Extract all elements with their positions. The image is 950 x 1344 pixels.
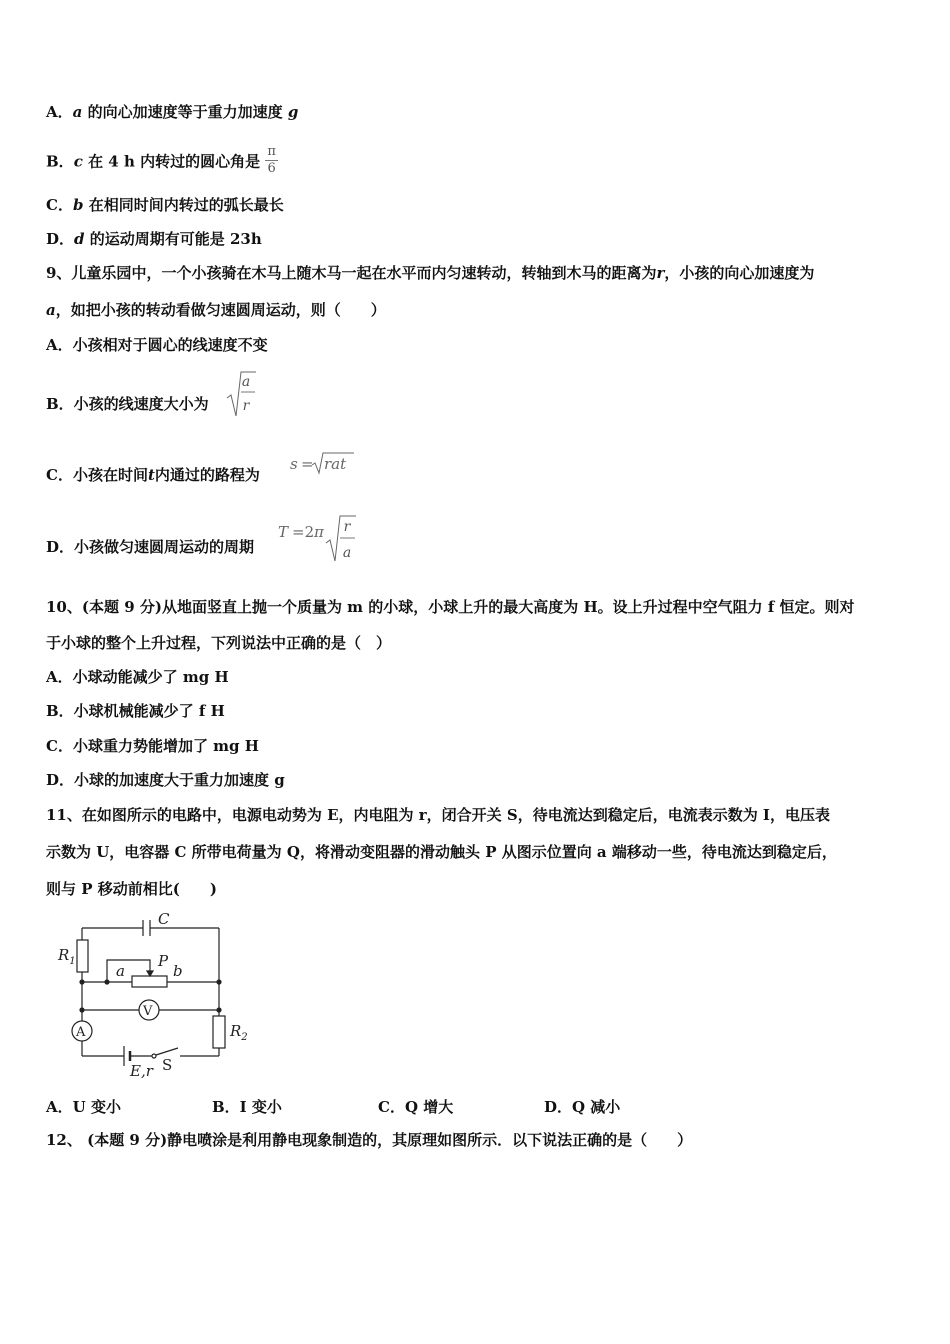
rheostat xyxy=(132,976,167,987)
circuit-diagram xyxy=(50,908,250,1078)
q9-option-b[interactable]: B．小孩的线速度大小为 a r xyxy=(46,394,209,414)
svg-text:a: a xyxy=(342,545,352,561)
q9-option-a[interactable]: A．小孩相对于圆心的线速度不变 xyxy=(46,336,268,354)
q10-option-d[interactable]: D．小球的加速度大于重力加速度 g xyxy=(46,771,285,789)
q9-option-c[interactable]: C．小孩在时间t内通过的路程为 s = rat xyxy=(46,465,260,485)
svg-text:A: A xyxy=(76,1025,86,1040)
q10-option-c[interactable]: C．小球重力势能增加了 mg H xyxy=(46,737,259,755)
q11-options xyxy=(46,1096,620,1117)
q11-stem-line2: 示数为 U，电容器 C 所带电荷量为 Q，将滑动变阻器的滑动触头 P 从图示位置向 a 端移动一些，待电流达到稳定后， xyxy=(46,843,837,861)
q8-option-d[interactable]: D．d 的运动周期有可能是 23h xyxy=(46,230,262,248)
pi-over-6-fraction: $\frac{\pi}{6}$ xyxy=(267,144,276,176)
svg-text:r: r xyxy=(242,398,250,414)
svg-text:S: S xyxy=(162,1056,173,1074)
svg-text:rat: rat xyxy=(324,455,347,473)
svg-text:E,r: E,r xyxy=(130,1062,153,1078)
q9-option-d[interactable]: D．小孩做匀速圆周运动的周期 T =2 π r a xyxy=(46,537,254,557)
svg-text:b: b xyxy=(173,962,183,980)
svg-text:T: T xyxy=(278,523,289,541)
period-formula xyxy=(276,513,366,565)
q9-stem-line1: 9、儿童乐园中，一个小孩骑在木马上随木马一起在水平而内匀速转动，转轴到木马的距离为r，小孩的向心加速度为 xyxy=(46,264,815,282)
q11-option-b[interactable]: B．I 变小 xyxy=(212,1098,282,1116)
svg-text:a: a xyxy=(116,962,125,980)
sqrt-a-over-r-formula xyxy=(226,368,258,420)
q9-stem-line2: a，如把小孩的转动看做匀速圆周运动，则（ ） xyxy=(46,301,386,319)
svg-text:π: π xyxy=(314,523,324,541)
q8-option-a[interactable]: A．a 的向心加速度等于重力加速度 g xyxy=(46,103,299,121)
resistor-r1 xyxy=(77,940,88,972)
svg-text:R2: $R_2$ xyxy=(230,1022,248,1043)
q10-option-a[interactable]: A．小球动能减少了 mg H xyxy=(46,668,229,686)
q8-option-c[interactable]: C．b 在相同时间内转过的弧长最长 xyxy=(46,196,284,214)
resistor-r2 xyxy=(213,1016,225,1048)
q11-stem-line1: 11、在如图所示的电路中，电源电动势为 E，内电阻为 r，闭合开关 S，待电流达到稳定后，电流表示数为 I，电压表 xyxy=(46,806,830,824)
svg-text:V: V xyxy=(143,1004,153,1019)
capacitor-label: C xyxy=(158,910,170,928)
svg-text:r: r xyxy=(343,519,351,535)
q11-option-d[interactable]: D．Q 减小 xyxy=(544,1098,621,1116)
q10-stem-line1: 10、(本题 9 分)从地面竖直上抛一个质量为 m 的小球，小球上升的最大高度为 H。设上升过程中空气阻力 f 恒定。则对 xyxy=(46,598,855,616)
svg-text:a: a xyxy=(241,374,251,390)
svg-text:P: P xyxy=(158,952,169,970)
svg-text:=2: =2 xyxy=(292,523,315,541)
svg-text:s: s xyxy=(290,455,298,473)
q11-option-c[interactable]: C．Q 增大 xyxy=(378,1098,454,1116)
s-equals-sqrt-rat-formula xyxy=(288,451,358,481)
q8-option-b[interactable]: B．c 在 4 h 内转过的圆心角是 $\frac{\pi}{6}$ xyxy=(46,144,276,176)
q12-stem-line1: 12、 (本题 9 分)静电喷涂是利用静电现象制造的，其原理如图所示．以下说法正确的是（ ） xyxy=(46,1131,693,1149)
q10-stem-line2: 于小球的整个上升过程，下列说法中正确的是（ ） xyxy=(46,634,392,652)
q10-option-b[interactable]: B．小球机械能减少了 f H xyxy=(46,702,225,720)
svg-text:=: = xyxy=(301,455,314,473)
q11-stem-line3: 则与 P 移动前相比( ) xyxy=(46,880,217,898)
q11-option-a[interactable]: A．U 变小 xyxy=(46,1098,121,1116)
switch xyxy=(152,1054,156,1058)
svg-text:R1: $R_1$ xyxy=(58,946,76,967)
